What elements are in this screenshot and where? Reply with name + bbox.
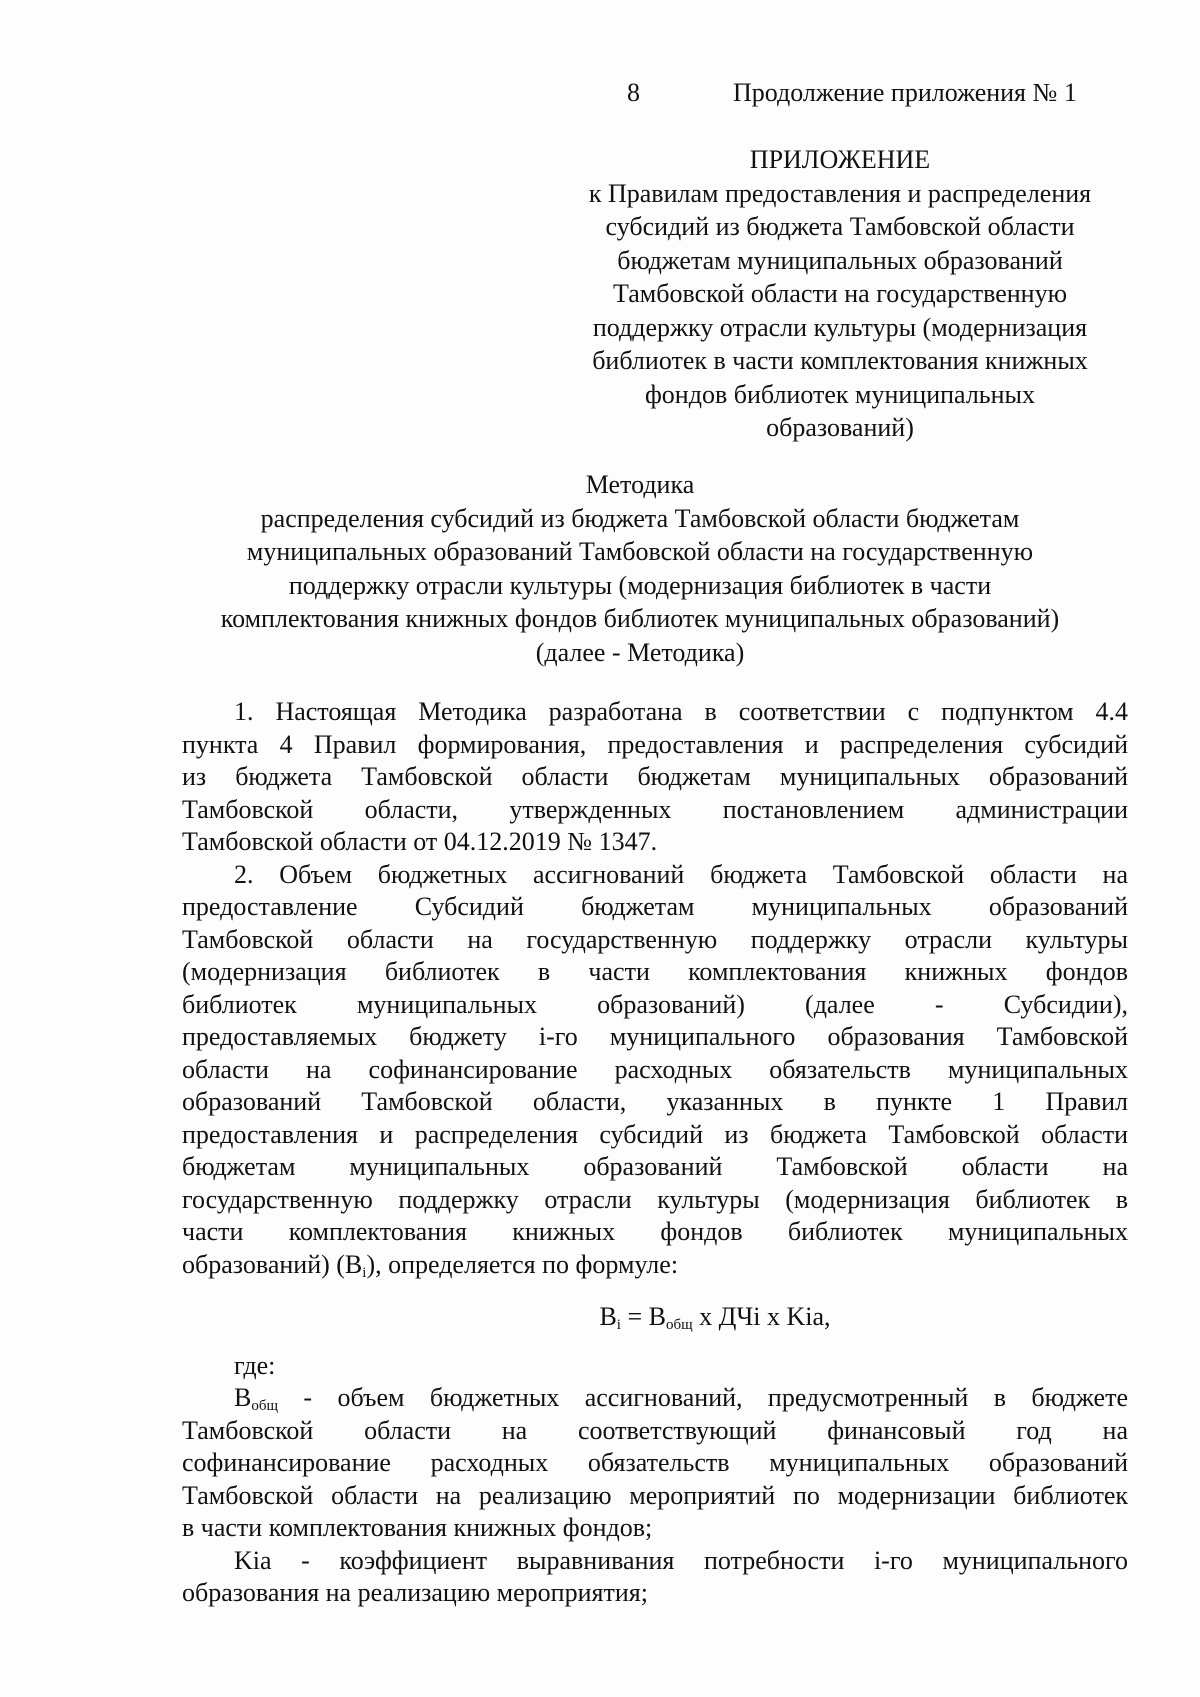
formula-lhs: B: [599, 1302, 617, 1331]
definition-k: [182, 1545, 1128, 1610]
text-line: государственную поддержку отрасли культуры (модернизация библиотек в: [182, 1184, 1128, 1214]
text-line: предоставляемых бюджету i-го муниципального образования Тамбовской: [182, 1022, 1128, 1051]
formula-total-subscript: общ: [665, 1317, 693, 1333]
document-body: [182, 696, 1128, 1610]
text-line: образования на реализацию мероприятия;: [182, 1578, 648, 1607]
annex-line: фондов библиотек муниципальных: [644, 379, 1036, 409]
annex-line: к Правилам предоставления и распределения: [588, 178, 1092, 208]
subscript: общ: [251, 1398, 279, 1414]
text-line: [182, 1382, 1128, 1415]
text-fragment: ), определяется по формуле:: [366, 1249, 679, 1279]
annex-line: образований): [766, 413, 914, 442]
methodology-line: распределения субсидий из бюджета Тамбовской области бюджетам: [260, 503, 1020, 533]
text-line: [182, 1249, 1128, 1282]
text-line: пункта 4 Правил формирования, предоставления и распределения субсидий: [182, 729, 1128, 759]
page-number: 8: [627, 78, 640, 107]
formula-equals: = B: [620, 1302, 666, 1331]
annex-line: библиотек в части комплектования книжных: [592, 346, 1088, 375]
text-line: софинансирование расходных обязательств муниципальных образований: [182, 1448, 1128, 1477]
formula-lhs-subscript: i: [616, 1317, 621, 1333]
text-line: Тамбовской области, утвержденных постановлением администрации: [182, 794, 1128, 824]
text-line: 2. Объем бюджетных ассигнований бюджета Тамбовской области на: [234, 859, 1128, 889]
methodology-line: поддержку отрасли культуры (модернизация библиотек в части: [288, 570, 992, 600]
methodology-line: комплектования книжных фондов библиотек муниципальных образований): [220, 604, 1060, 633]
text-fragment: - объем бюджетных ассигнований, предусмотренный в бюджете: [278, 1383, 1128, 1412]
text-line: предоставление Субсидий бюджетам муниципальных образований: [182, 892, 1128, 921]
subscript: i: [362, 1264, 367, 1281]
text-line: в части комплектования книжных фондов;: [182, 1513, 653, 1542]
text-line: библиотек муниципальных образований) (далее - Субсидии),: [182, 989, 1128, 1019]
text-fragment: образований) (B: [182, 1249, 363, 1279]
methodology-line: муниципальных образований Тамбовской области на государственную: [246, 537, 1034, 566]
symbol: B: [234, 1383, 252, 1412]
annex-line: Тамбовской области на государственную: [612, 279, 1068, 308]
annex-block: [550, 143, 1130, 445]
definition-b-total: [182, 1382, 1128, 1545]
paragraph-2: [182, 859, 1128, 1282]
annex-line: субсидий из бюджета Тамбовской области: [605, 212, 1075, 241]
text-line: из бюджета Тамбовской области бюджетам муниципальных образований: [182, 762, 1128, 791]
text-line: Тамбовской области от 04.12.2019 № 1347.: [182, 827, 658, 856]
text-line: бюджетам муниципальных образований Тамбовской области на: [182, 1152, 1128, 1181]
annex-title: ПРИЛОЖЕНИЕ: [749, 145, 931, 174]
where-label: где:: [234, 1350, 276, 1380]
text-line: части комплектования книжных фондов библиотек муниципальных: [182, 1217, 1128, 1246]
methodology-line: (далее - Методика): [535, 637, 745, 667]
annex-line: поддержку отрасли культуры (модернизация: [592, 312, 1088, 342]
formula-rest: x ДЧi x Kia,: [692, 1302, 831, 1331]
text-line: (модернизация библиотек в части комплектования книжных фондов: [182, 957, 1128, 986]
annex-line: бюджетам муниципальных образований: [617, 245, 1063, 275]
text-line: 1. Настоящая Методика разработана в соответствии с подпунктом 4.4: [234, 697, 1128, 726]
continuation-label: Продолжение приложения № 1: [733, 78, 1077, 107]
methodology-title: Методика: [585, 470, 695, 499]
text-line: Тамбовской области на реализацию мероприятий по модернизации библиотек: [182, 1480, 1128, 1510]
methodology-heading: [150, 468, 1130, 669]
text-line: области на софинансирование расходных обязательств муниципальных: [182, 1054, 1128, 1084]
text-line: предоставления и распределения субсидий из бюджета Тамбовской области: [182, 1119, 1128, 1149]
text-line: Тамбовской области на соответствующий финансовый год на: [182, 1415, 1128, 1445]
paragraph-1: [182, 696, 1128, 859]
text-line: образований Тамбовской области, указанных в пункте 1 Правил: [182, 1087, 1128, 1116]
text-line: Тамбовской области на государственную поддержку отрасли культуры: [182, 924, 1128, 954]
text-line: Kia - коэффициент выравнивания потребности i-го муниципального: [234, 1545, 1128, 1575]
formula: [182, 1301, 1128, 1334]
